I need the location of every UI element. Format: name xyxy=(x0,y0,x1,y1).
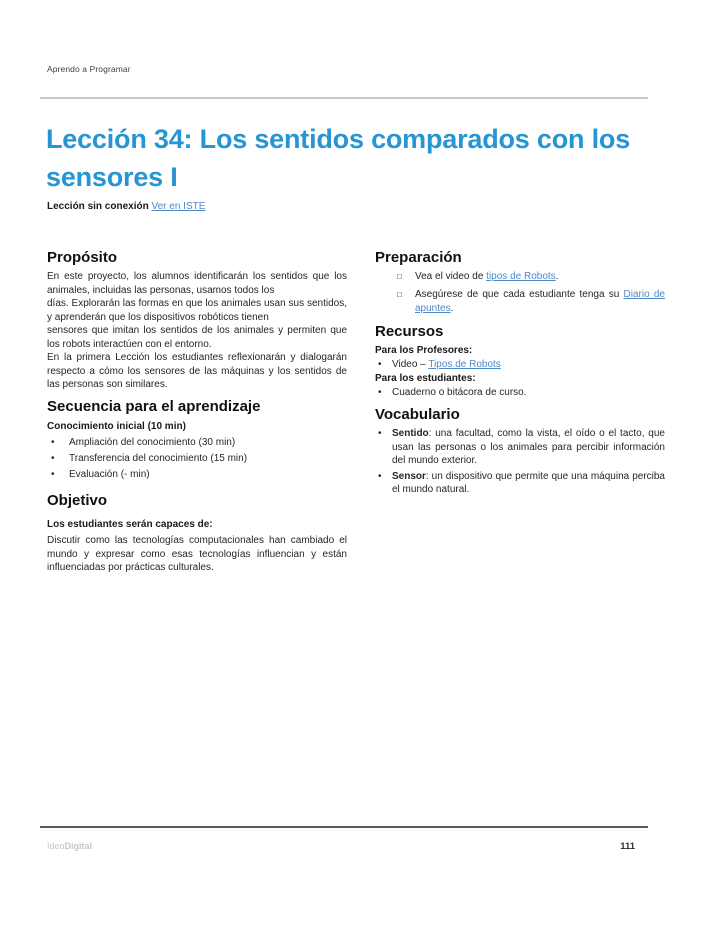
list-item xyxy=(375,288,665,315)
secuencia-item: Transferencia del conocimiento (15 min) xyxy=(69,452,248,464)
page-number: 111 xyxy=(620,841,635,852)
profesores-label: Para los Profesores: xyxy=(375,345,473,356)
list-item xyxy=(47,452,347,466)
diario-de-apuntes-link[interactable]: Diario de apuntes xyxy=(415,289,665,314)
bullet-icon: • xyxy=(378,359,382,370)
tipos-de-robots-video-link[interactable]: Tipos de Robots xyxy=(428,359,501,370)
vocab-term: Sensor xyxy=(392,470,426,482)
bullet-icon: • xyxy=(378,387,382,398)
bullet-icon: • xyxy=(378,470,382,482)
objetivo-heading: Objetivo xyxy=(47,492,108,509)
proposito-heading: Propósito xyxy=(47,249,117,266)
list-item xyxy=(375,470,665,497)
preparacion-item xyxy=(415,288,665,315)
list-item xyxy=(375,270,665,284)
vocab-definition: : un dispositivo que permite que una máquina perciba el mundo natural. xyxy=(392,470,665,495)
page-title xyxy=(46,120,686,196)
brand-logo xyxy=(47,841,92,851)
preparacion-item-text: Vea el video de xyxy=(415,271,487,282)
recursos-video-text: Video – xyxy=(392,359,429,370)
right-column xyxy=(375,248,665,575)
vocab-item xyxy=(392,470,665,497)
vocab-item xyxy=(392,427,665,468)
recursos-student-item: Cuaderno o bitácora de curso. xyxy=(392,387,527,398)
footer xyxy=(47,841,635,852)
proposito-paragraph: sensores que imitan los sentidos de los animales y permiten que los robots interactúen con el entorno. xyxy=(47,325,347,350)
page-title-line2: sensores I xyxy=(46,162,178,192)
objetivo-paragraph: Discutir como las tecnologías computacionales han cambiado el mundo y expresar como esas tecnologías influencian y están influenciadas por prácticas culturales. xyxy=(47,535,347,573)
list-item xyxy=(375,358,665,372)
proposito-paragraph: En la primera Lección los estudiantes reflexionarán y dialogarán respecto a cómo los sensores de las máquinas y los sentidos de las personas son similares. xyxy=(47,352,347,390)
offline-lesson-label: Lección sin conexión xyxy=(47,201,149,212)
recursos-video-item xyxy=(392,358,665,372)
bullet-icon: • xyxy=(51,468,55,480)
proposito-paragraph: En este proyecto, los alumnos identificarán los sentidos que los animales, incluidas las personas, usamos todos los xyxy=(47,271,347,296)
header-title: Aprendo a Programar xyxy=(47,64,131,74)
preparacion-item-text: . xyxy=(555,271,559,282)
list-item xyxy=(47,436,347,450)
preparacion-item-text: . xyxy=(450,302,454,314)
recursos-heading: Recursos xyxy=(375,323,444,340)
bullet-icon: • xyxy=(378,428,382,439)
list-item xyxy=(375,427,665,468)
secuencia-heading: Secuencia para el aprendizaje xyxy=(47,397,261,415)
left-column xyxy=(47,248,347,575)
list-item xyxy=(47,468,347,482)
brand-light: Ideo xyxy=(47,841,65,851)
secuencia-item: Ampliación del conocimiento (30 min) xyxy=(69,436,236,448)
vocab-term: Sentido xyxy=(392,428,429,439)
content-columns xyxy=(47,248,665,575)
brand-bold: Digital xyxy=(64,841,93,851)
page-title-line1: Lección 34: Los sentidos comparados con los xyxy=(46,124,631,154)
objetivo-sublabel: Los estudiantes serán capaces de: xyxy=(47,519,213,530)
conocimiento-inicial-label: Conocimiento inicial (10 min) xyxy=(47,420,186,432)
checkbox-icon: □ xyxy=(397,272,402,281)
iste-link[interactable]: Ver en ISTE xyxy=(151,201,206,212)
vocab-definition: : una facultad, como la vista, el oído o el tacto, que usan las personas o los animales para percibir información del mundo exterior. xyxy=(392,428,665,466)
list-item xyxy=(375,386,665,400)
estudiantes-label: Para los estudiantes: xyxy=(375,373,476,384)
proposito-paragraph: días. Explorarán las formas en que los animales usan sus sentidos, y aprenderán que los dispositivos robóticos tienen xyxy=(47,298,347,323)
footer-divider xyxy=(40,826,648,828)
vocabulario-heading: Vocabulario xyxy=(375,406,460,423)
header-divider xyxy=(40,97,648,99)
preparacion-heading: Preparación xyxy=(375,249,462,266)
preparacion-item-text: Asegúrese de que cada estudiante tenga su xyxy=(415,289,624,300)
lesson-subtitle xyxy=(47,201,205,212)
secuencia-item: Evaluación (- min) xyxy=(69,468,150,480)
bullet-icon: • xyxy=(51,436,55,448)
bullet-icon: • xyxy=(51,452,55,464)
tipos-de-robots-link[interactable]: tipos de Robots xyxy=(486,271,556,282)
preparacion-item xyxy=(415,270,665,284)
checkbox-icon: □ xyxy=(397,290,402,299)
